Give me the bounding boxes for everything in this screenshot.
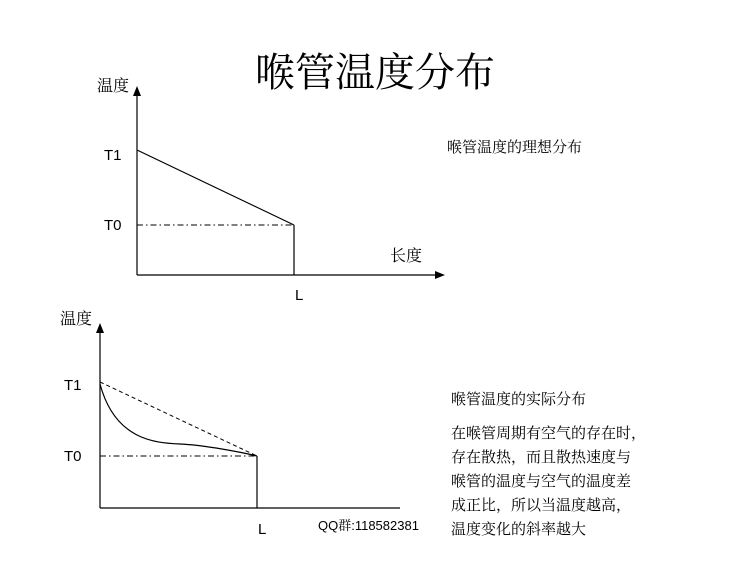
actual-caption: 喉管温度的实际分布 (451, 390, 587, 408)
description-line-1: 在喉管周期有空气的存在时， (451, 424, 647, 442)
ideal-y-axis-label: 温度 (97, 76, 130, 95)
ideal-x-axis-label: 长度 (390, 246, 423, 265)
description-line-3: 喉管的温度与空气的温度差 (451, 472, 632, 490)
ideal-tick-l: L (295, 287, 304, 304)
ideal-linear-temperature-line (137, 150, 294, 225)
watermark-text: QQ群:118582381 (318, 518, 419, 533)
ideal-x-axis-arrow (435, 271, 445, 279)
actual-tick-t0: T0 (64, 448, 82, 465)
ideal-chart (97, 76, 445, 304)
ideal-caption: 喉管温度的理想分布 (447, 138, 583, 156)
actual-ideal-dashed-line (100, 382, 257, 456)
actual-tick-l: L (258, 521, 267, 538)
actual-y-axis-arrow (96, 323, 104, 333)
actual-chart (60, 309, 400, 538)
ideal-tick-t1: T1 (104, 147, 122, 164)
actual-description (451, 424, 646, 538)
description-line-4: 成正比，所以当温度越高， (451, 496, 632, 514)
slide-title: 喉管温度分布 (255, 50, 495, 96)
actual-tick-t1: T1 (64, 377, 82, 394)
actual-y-axis-label: 温度 (60, 309, 93, 328)
ideal-tick-t0: T0 (104, 217, 122, 234)
description-line-2: 存在散热，而且散热速度与 (451, 448, 632, 466)
description-line-5: 温度变化的斜率越大 (451, 520, 587, 538)
ideal-y-axis-arrow (133, 86, 141, 96)
